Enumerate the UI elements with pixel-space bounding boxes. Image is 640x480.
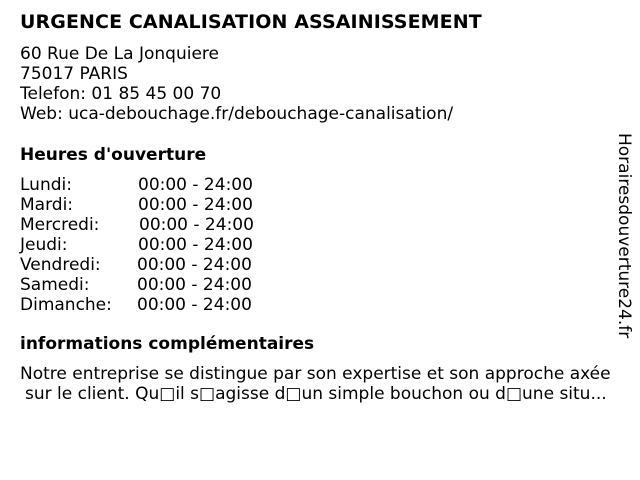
opening-hours-heading: Heures d'ouverture xyxy=(20,145,207,165)
business-address-block xyxy=(20,44,453,124)
hours-row-friday xyxy=(20,255,280,275)
day-label: Samedi: xyxy=(20,275,90,295)
opening-hours-table xyxy=(20,175,280,315)
hours-row-monday xyxy=(20,175,280,195)
hours-row-saturday xyxy=(20,275,280,295)
website: Web: uca-debouchage.fr/debouchage-canalisation/ xyxy=(20,104,454,124)
day-label: Dimanche: xyxy=(20,295,112,315)
day-label: Mercredi: xyxy=(20,215,100,235)
time-range: 00:00 - 24:00 xyxy=(137,255,252,275)
info-line-2: sur le client. Qu□il s□agisse d□un simple bouchon ou d□une situ... xyxy=(25,384,607,404)
hours-row-wednesday xyxy=(20,215,280,235)
time-range: 00:00 - 24:00 xyxy=(138,195,253,215)
additional-info-heading: informations complémentaires xyxy=(20,334,315,354)
street-address: 60 Rue De La Jonquiere xyxy=(20,44,219,64)
phone-number: Telefon: 01 85 45 00 70 xyxy=(20,84,222,104)
time-range: 00:00 - 24:00 xyxy=(137,275,252,295)
time-range: 00:00 - 24:00 xyxy=(139,215,254,235)
business-name: URGENCE CANALISATION ASSAINISSEMENT xyxy=(20,11,482,33)
brand-text: Horairesdouverture24.fr xyxy=(614,133,634,339)
time-range: 00:00 - 24:00 xyxy=(138,235,253,255)
day-label: Jeudi: xyxy=(20,235,68,255)
time-range: 00:00 - 24:00 xyxy=(138,175,253,195)
day-label: Vendredi: xyxy=(20,255,101,275)
day-label: Mardi: xyxy=(20,195,74,215)
hours-row-thursday xyxy=(20,235,280,255)
side-brand-watermark xyxy=(612,133,634,343)
hours-row-sunday xyxy=(20,295,280,315)
day-label: Lundi: xyxy=(20,175,72,195)
hours-row-tuesday xyxy=(20,195,280,215)
city-postcode: 75017 PARIS xyxy=(20,64,128,84)
time-range: 00:00 - 24:00 xyxy=(137,295,252,315)
info-line-1: Notre entreprise se distingue par son expertise et son approche axée xyxy=(20,364,611,384)
